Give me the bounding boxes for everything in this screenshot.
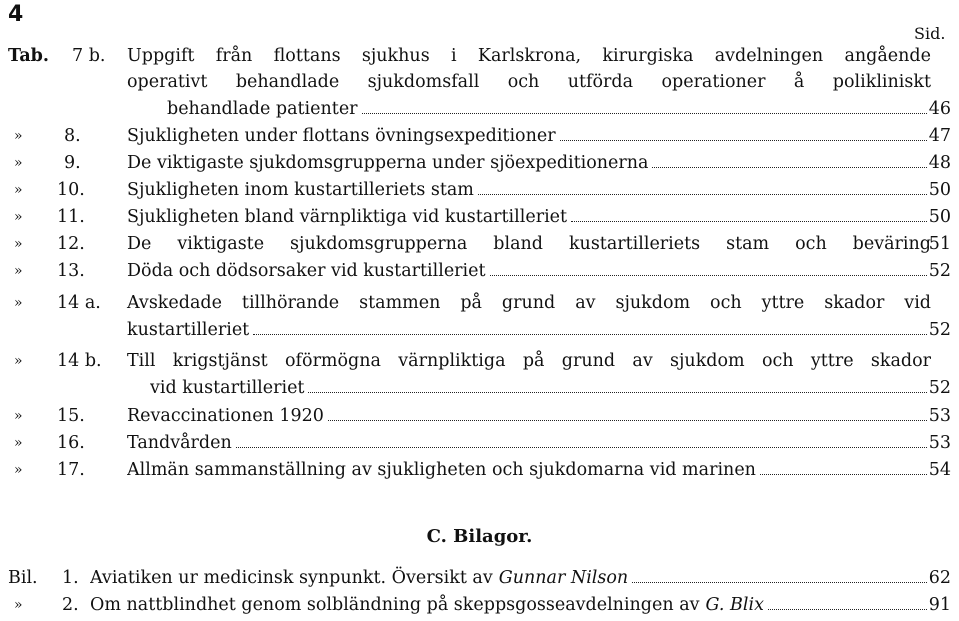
- entry-title-line: vid kustartilleriet: [150, 378, 305, 398]
- entry-number: 14 b.: [57, 351, 102, 371]
- entry-page: 51: [928, 234, 951, 254]
- entry-title: Sjukligheten inom kustartilleriets stam: [127, 180, 474, 200]
- toc-entry: [0, 44, 959, 68]
- ditto-marker: »: [14, 128, 23, 144]
- toc-entry: [0, 431, 959, 455]
- entry-title: De viktigaste sjukdomsgrupperna bland kustartilleriets stam och beväring: [127, 234, 931, 254]
- ditto-marker: »: [14, 353, 23, 369]
- entry-number: 10.: [57, 180, 85, 200]
- table-prefix: Tab.: [8, 46, 50, 66]
- entry-number: 15.: [57, 406, 85, 426]
- entry-title: Allmän sammanställning av sjukligheten och sjukdomarna vid marinen: [127, 460, 756, 480]
- entry-page: 46: [928, 99, 951, 119]
- entry-page: 52: [928, 378, 951, 398]
- appendix-number: 2.: [62, 595, 79, 615]
- dot-leader: [328, 406, 927, 421]
- appendix-page: 91: [928, 595, 951, 615]
- toc-entry-continuation: [0, 70, 959, 94]
- entry-page: 50: [928, 207, 951, 227]
- toc-entry: [0, 232, 959, 256]
- toc-entry: [0, 349, 959, 373]
- dot-leader: [768, 595, 927, 610]
- entry-title-line: Avskedade tillhörande stammen på grund av sjukdom och yttre skador vid: [127, 293, 931, 313]
- page-column-header: Sid.: [914, 24, 946, 43]
- appendix-number: 1.: [62, 568, 79, 588]
- appendix-prefix: Bil.: [8, 568, 38, 588]
- ditto-marker: »: [14, 263, 23, 279]
- ditto-marker: »: [14, 597, 23, 613]
- dot-leader: [308, 378, 927, 393]
- toc-entry: [0, 124, 959, 148]
- toc-entry: [0, 151, 959, 175]
- appendix-title: Om nattblindhet genom solbländning på skeppsgosseavdelningen av: [90, 595, 700, 615]
- ditto-marker: »: [14, 182, 23, 198]
- ditto-marker: »: [14, 295, 23, 311]
- dot-leader: [478, 180, 927, 195]
- ditto-marker: »: [14, 408, 23, 424]
- entry-number: 12.: [57, 234, 85, 254]
- entry-page: 52: [928, 320, 951, 340]
- dot-leader: [632, 568, 927, 583]
- entry-number: 14 a.: [57, 293, 101, 313]
- entry-page: 53: [928, 433, 951, 453]
- entry-page: 47: [928, 126, 951, 146]
- dot-leader: [652, 153, 927, 168]
- ditto-marker: »: [14, 236, 23, 252]
- entry-number: 16.: [57, 433, 85, 453]
- entry-title-line: Till krigstjänst oförmögna värnpliktiga på grund av sjukdom och yttre skador: [127, 351, 931, 371]
- appendix-entry: [0, 566, 959, 590]
- entry-title-line: Uppgift från flottans sjukhus i Karlskrona, kirurgiska avdelningen angående: [127, 46, 931, 66]
- dot-leader: [362, 99, 927, 114]
- entry-title: De viktigaste sjukdomsgrupperna under sjöexpeditionerna: [127, 153, 649, 173]
- dot-leader: [571, 207, 927, 222]
- entry-number: 11.: [57, 207, 85, 227]
- entry-number: 17.: [57, 460, 85, 480]
- toc-entry: [0, 404, 959, 428]
- entry-title-line: behandlade patienter: [167, 99, 358, 119]
- appendix-entry: [0, 593, 959, 617]
- entry-title: Sjukligheten under flottans övningsexpeditioner: [127, 126, 556, 146]
- toc-entry-continuation: [0, 318, 959, 342]
- appendix-page: 62: [928, 568, 951, 588]
- toc-entry-continuation: [0, 376, 959, 400]
- toc-entry: [0, 259, 959, 283]
- entry-number: 13.: [57, 261, 85, 281]
- toc-entry: [0, 178, 959, 202]
- ditto-marker: »: [14, 435, 23, 451]
- entry-number: 8.: [64, 126, 81, 146]
- toc-entry: [0, 458, 959, 482]
- entry-page: 48: [928, 153, 951, 173]
- entry-page: 53: [928, 406, 951, 426]
- dot-leader: [490, 261, 927, 276]
- ditto-marker: »: [14, 209, 23, 225]
- entry-title-line: operativt behandlade sjukdomsfall och utförda operationer å polikliniskt: [127, 72, 931, 92]
- entry-title: Revaccinationen 1920: [127, 406, 324, 426]
- toc-entry: [0, 291, 959, 315]
- entry-number: 7 b.: [72, 46, 106, 66]
- appendix-author: G. Blix: [705, 595, 764, 615]
- entry-title: Sjukligheten bland värnpliktiga vid kustartilleriet: [127, 207, 568, 227]
- toc-entry: [0, 205, 959, 229]
- entry-title: Döda och dödsorsaker vid kustartilleriet: [127, 261, 486, 281]
- appendix-author: Gunnar Nilson: [498, 568, 629, 588]
- dot-leader: [560, 126, 927, 141]
- entry-page: 52: [928, 261, 951, 281]
- entry-page: 54: [928, 460, 951, 480]
- page-number: 4: [8, 2, 24, 27]
- ditto-marker: »: [14, 155, 23, 171]
- section-heading: C. Bilagor.: [426, 526, 533, 547]
- entry-number: 9.: [64, 153, 81, 173]
- entry-title: Tandvården: [127, 433, 232, 453]
- entry-title-line: kustartilleriet: [127, 320, 250, 340]
- dot-leader: [760, 460, 927, 475]
- dot-leader: [236, 433, 927, 448]
- dot-leader: [253, 320, 927, 335]
- toc-entry-continuation: [0, 97, 959, 121]
- entry-page: 50: [928, 180, 951, 200]
- appendix-title: Aviatiken ur medicinsk synpunkt. Översikt av: [90, 568, 493, 588]
- ditto-marker: »: [14, 462, 23, 478]
